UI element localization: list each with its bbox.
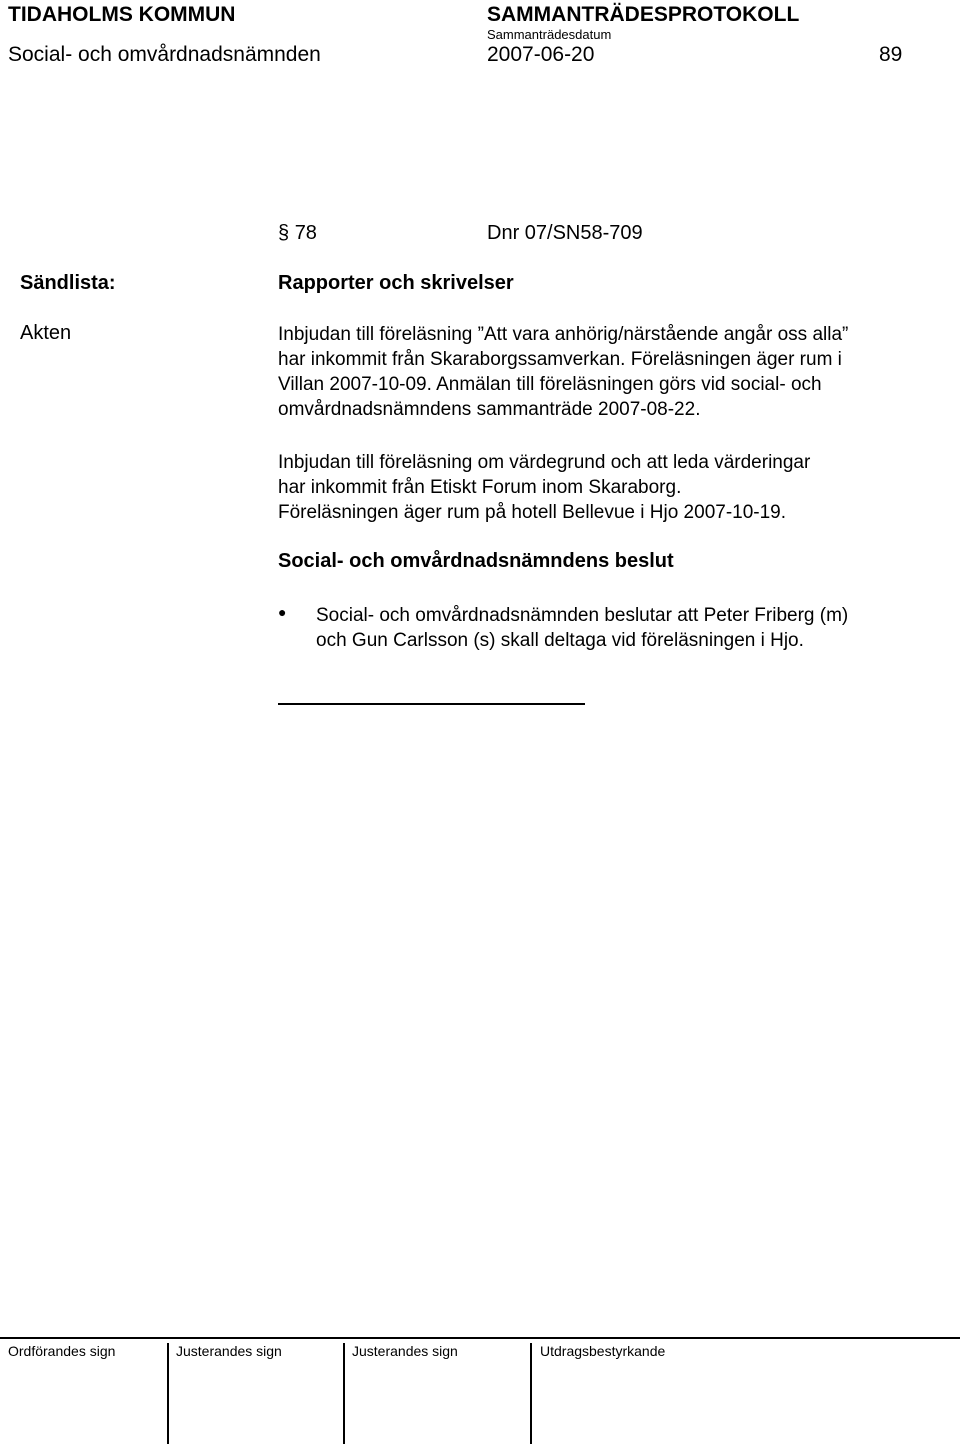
paragraph-number — [278, 222, 317, 245]
committee-name: Social- och omvårdnadsnämnden — [8, 43, 321, 66]
paragraph-line: Villan 2007-10-09. Anmälan till föreläsningen görs vid social- och — [278, 374, 822, 395]
decision-line: och Gun Carlsson (s) skall deltaga vid föreläsningen i Hjo. — [316, 630, 804, 651]
decision-text — [316, 603, 848, 653]
footer-column-divider — [343, 1343, 345, 1444]
paragraph-symbol: § — [278, 222, 290, 244]
footer-label-chair: Ordförandes sign — [8, 1343, 116, 1359]
footer-label-adjuster-2: Justerandes sign — [352, 1343, 458, 1359]
closing-divider — [278, 703, 585, 705]
footer-column-divider — [530, 1343, 532, 1444]
paragraph-line: Inbjudan till föreläsning ”Att vara anhörig/närstående angår oss alla” — [278, 324, 849, 345]
document-type: SAMMANTRÄDESPROTOKOLL — [487, 3, 800, 26]
footer-label-certification: Utdragsbestyrkande — [540, 1343, 666, 1359]
paragraph-line: Inbjudan till föreläsning om värdegrund och att leda värderingar — [278, 452, 811, 473]
paragraph-line: har inkommit från Etiskt Forum inom Skaraborg. — [278, 477, 682, 498]
paragraph-line: Föreläsningen äger rum på hotell Bellevue i Hjo 2007-10-19. — [278, 502, 787, 523]
paragraph-2 — [278, 450, 810, 525]
footer-divider — [0, 1337, 960, 1339]
date-label: Sammanträdesdatum — [487, 27, 612, 42]
paragraph-line: omvårdnadsnämndens sammanträde 2007-08-22. — [278, 399, 701, 420]
decision-heading: Social- och omvårdnadsnämndens beslut — [278, 550, 674, 572]
paragraph-1 — [278, 322, 848, 422]
org-name: TIDAHOLMS KOMMUN — [8, 3, 236, 26]
decision-line: Social- och omvårdnadsnämnden beslutar att Peter Friberg (m) — [316, 605, 849, 626]
dnr: Dnr 07/SN58-709 — [487, 222, 643, 244]
item-title: Rapporter och skrivelser — [278, 272, 514, 294]
footer-label-adjuster-1: Justerandes sign — [176, 1343, 282, 1359]
sidebar-recipient: Akten — [20, 322, 72, 344]
footer-column-divider — [167, 1343, 169, 1444]
meeting-date: 2007-06-20 — [487, 43, 595, 66]
paragraph-value: 78 — [294, 222, 317, 244]
page-number: 89 — [879, 43, 903, 66]
paragraph-line: har inkommit från Skaraborgssamverkan. Föreläsningen äger rum i — [278, 349, 842, 370]
bullet-icon: ● — [278, 604, 287, 620]
sidebar-label: Sändlista: — [20, 272, 116, 294]
